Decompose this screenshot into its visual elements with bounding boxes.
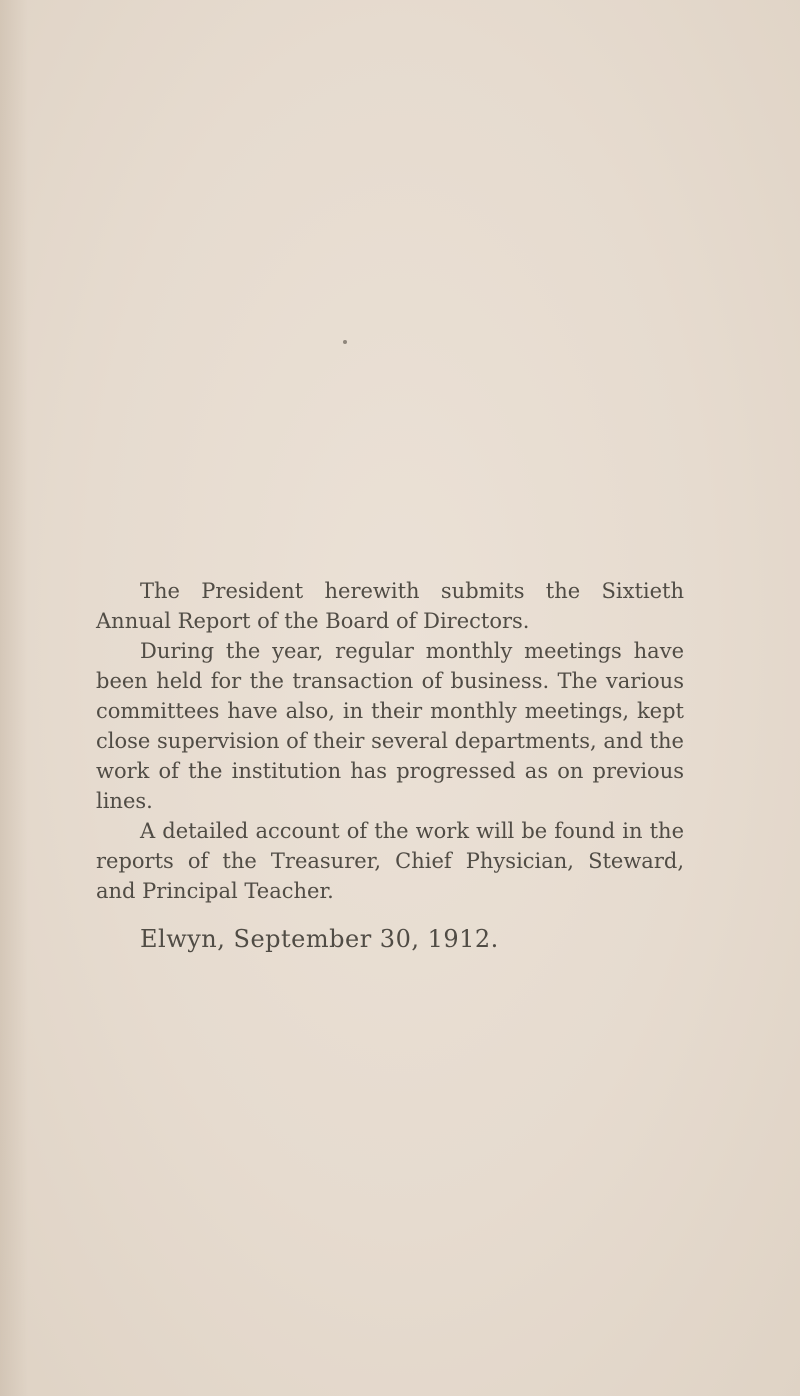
page-edge-shading	[0, 0, 28, 1396]
paragraph-meetings: During the year, regular monthly meetings have been held for the transaction of business. The various committees have also, in their monthly meetings, kept close supervision of their several departments, and the work of the institution has progressed as on previous lines.	[96, 639, 684, 813]
paragraph-reports: A detailed account of the work will be found in the reports of the Treasurer, Chief Physician, Steward, and Principal Teacher.	[96, 819, 684, 903]
dateline: Elwyn, September 30, 1912.	[140, 925, 499, 953]
paper-speck	[343, 340, 347, 344]
report-text	[96, 576, 684, 954]
paragraph-intro: The President herewith submits the Sixtieth Annual Report of the Board of Directors.	[96, 579, 684, 633]
